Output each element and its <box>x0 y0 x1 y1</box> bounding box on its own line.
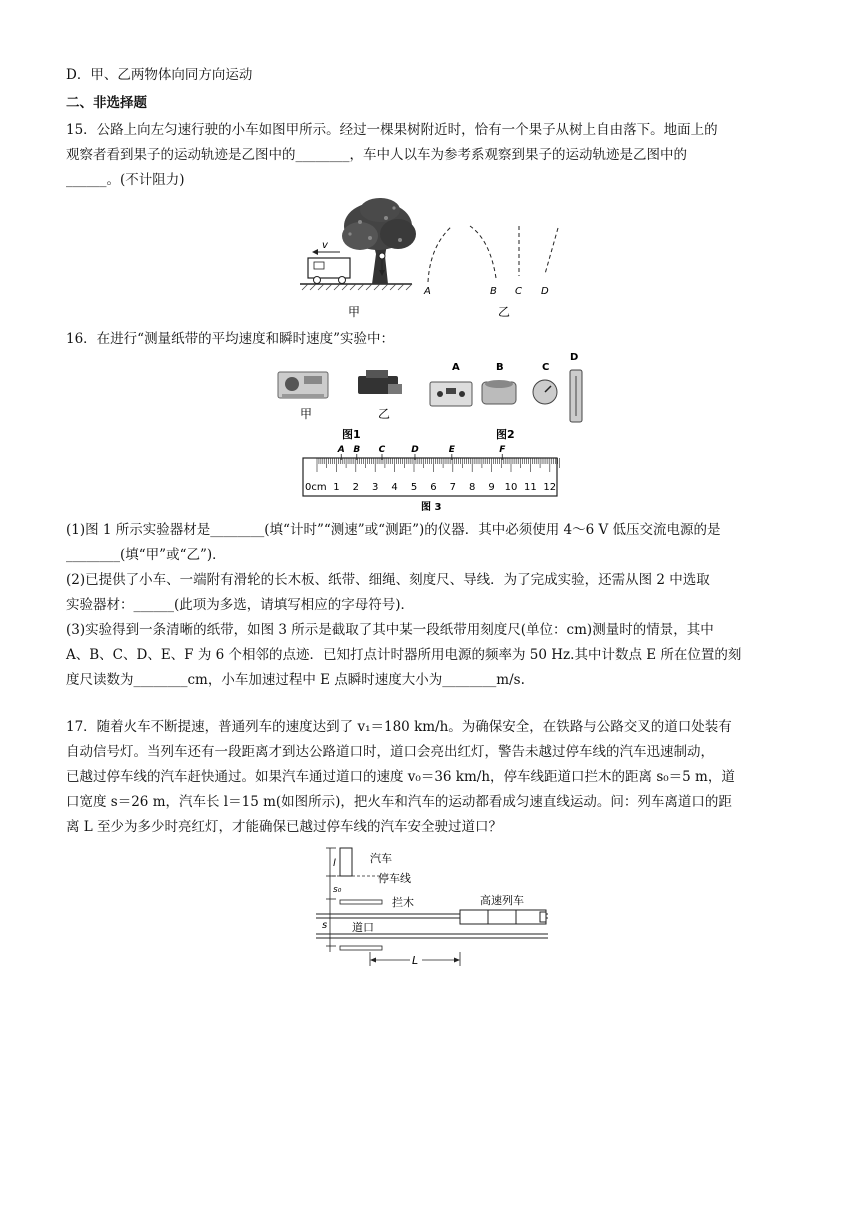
barrier-top <box>340 900 382 904</box>
spring-scale-icon <box>570 370 582 422</box>
label-barrier: 拦木 <box>392 896 414 909</box>
q16-part3-line-1: (3)实验得到一条清晰的纸带，如图 3 所示是截取了其中某一段纸带用刻度尺(单位：cm)测量时的情景，其中 <box>66 622 714 638</box>
tape-point-label: D <box>411 445 419 455</box>
tape-point-label: E <box>448 445 455 455</box>
ruler-number: 8 <box>469 482 476 493</box>
caption-fig2: 图2 <box>496 428 515 441</box>
q16-part1-line-2: ________(填“甲”或“乙”)． <box>66 547 226 563</box>
caption-jia: 甲 <box>348 305 361 319</box>
q17-line-1: 17．随着火车不断提速，普通列车的速度达到了 v₁＝180 km/h。为确保安全，在铁路与公路交叉的道口处装有 <box>66 719 732 735</box>
path-label-d: D <box>541 286 549 297</box>
q17-line-5: 离 L 至少为多少时亮红灯，才能确保已越过停车线的汽车安全驶过道口？ <box>66 819 503 835</box>
q17-line-4: 口宽度 s＝26 m，汽车长 l＝15 m(如图所示)，把火车和汽车的运动都看成匀速直线运动。问：列车离道口的距 <box>66 794 732 810</box>
path-label-b: B <box>490 286 497 297</box>
label-crossing: 道口 <box>352 921 374 934</box>
barrier-bottom <box>340 946 382 950</box>
ruler-number: 3 <box>372 482 379 493</box>
ruler-number: 2 <box>352 482 359 493</box>
train-icon <box>460 910 546 924</box>
q17-crossing-figure <box>312 842 562 972</box>
fig2-label-a: A <box>452 362 460 373</box>
section-heading: 二、非选择题 <box>66 95 147 111</box>
ruler-number: 5 <box>410 482 418 493</box>
q16-part2-line-1: (2)已提供了小车、一端附有滑轮的长木板、纸带、细绳、刻度尺、导线．为了完成实验，还需从图 2 中选取 <box>66 572 710 588</box>
label-L: L <box>412 954 419 967</box>
ruler-number: 6 <box>430 482 437 493</box>
label-train: 高速列车 <box>480 894 524 907</box>
spark-timer-icon <box>358 370 402 394</box>
path-label-a: A <box>424 286 431 297</box>
electromagnetic-timer-icon <box>278 372 328 398</box>
stopwatch-icon <box>533 380 557 404</box>
ruler-number: 7 <box>449 482 456 493</box>
option-d-line: D．甲、乙两物体向同方向运动 <box>66 67 253 83</box>
q16-part1-line-1: (1)图 1 所示实验器材是________(填“计时”“测速”或“测距”)的仪器．其中必须使用 4～6 V 低压交流电源的是 <box>66 522 721 538</box>
path-label-c: C <box>515 286 522 297</box>
path-b <box>470 226 496 278</box>
label-car: 汽车 <box>370 852 392 865</box>
q15-figure <box>290 196 580 322</box>
label-stop-line: 停车线 <box>378 872 411 885</box>
q16-apparatus-figure <box>270 350 590 442</box>
q15-line-3: ______。(不计阻力) <box>66 172 185 188</box>
tape-point-label: F <box>499 445 506 455</box>
power-supply-icon <box>430 382 472 406</box>
ruler-number: 10 <box>504 482 518 493</box>
q16-intro: 16．在进行“测量纸带的平均速度和瞬时速度”实验中： <box>66 331 394 347</box>
fig2-label-d: D <box>570 352 579 363</box>
path-d <box>545 228 558 274</box>
q17-line-2: 自动信号灯。当列车还有一段距离才到达公路道口时，道口会亮出红灯，警告未越过停车线的汽车迅速制动， <box>66 744 714 760</box>
caption-fig3: 图 3 <box>421 502 442 513</box>
car-icon <box>308 258 350 284</box>
tape-point-label: A <box>337 445 345 455</box>
tape-point-label: C <box>378 445 386 455</box>
ruler-number: 4 <box>391 482 398 493</box>
ruler-figure <box>295 442 565 514</box>
q16-part3-line-2: A、B、C、D、E、F 为 6 个相邻的点迹．已知打点计时器所用电源的频率为 50 Hz.其中计数点 E 所在位置的刻 <box>66 647 742 663</box>
weights-icon <box>482 380 516 404</box>
ruler-number: 12 <box>543 482 557 493</box>
q16-part2-line-2: 实验器材：______(此项为多选，请填写相应的字母符号)． <box>66 597 415 613</box>
ruler-number: 9 <box>488 482 495 493</box>
fig2-label-b: B <box>496 362 504 373</box>
label-l: l <box>333 858 336 869</box>
caption-fig1: 图1 <box>342 428 361 441</box>
tape-point-label: B <box>353 445 361 455</box>
ruler-zero-label: 0cm <box>305 482 327 493</box>
velocity-label: v <box>322 240 328 251</box>
q16-part3-line-3: 度尺读数为________cm，小车加速过程中 E 点瞬时速度大小为________m/s. <box>66 672 525 688</box>
path-a <box>428 226 452 282</box>
ruler-number: 1 <box>333 482 340 493</box>
label-s: s <box>322 920 328 931</box>
q17-line-3: 已越过停车线的汽车赶快通过。如果汽车通过道口的速度 v₀＝36 km/h，停车线距道口拦木的距离 s₀＝5 m，道 <box>66 769 735 785</box>
q15-line-2: 观察者看到果子的运动轨迹是乙图中的________，车中人以车为参考系观察到果子的运动轨迹是乙图中的 <box>66 147 687 163</box>
caption-yi: 乙 <box>498 305 511 319</box>
label-s0: s₀ <box>333 885 342 895</box>
car-rect <box>340 848 352 876</box>
tree-icon <box>342 198 416 284</box>
fig2-label-c: C <box>542 362 550 373</box>
q15-line-1: 15．公路上向左匀速行驶的小车如图甲所示。经过一棵果树附近时，恰有一个果子从树上自由落下。地面上的 <box>66 122 718 138</box>
label-yi: 乙 <box>378 407 391 421</box>
ruler-number: 11 <box>524 482 537 493</box>
label-jia: 甲 <box>300 407 313 421</box>
